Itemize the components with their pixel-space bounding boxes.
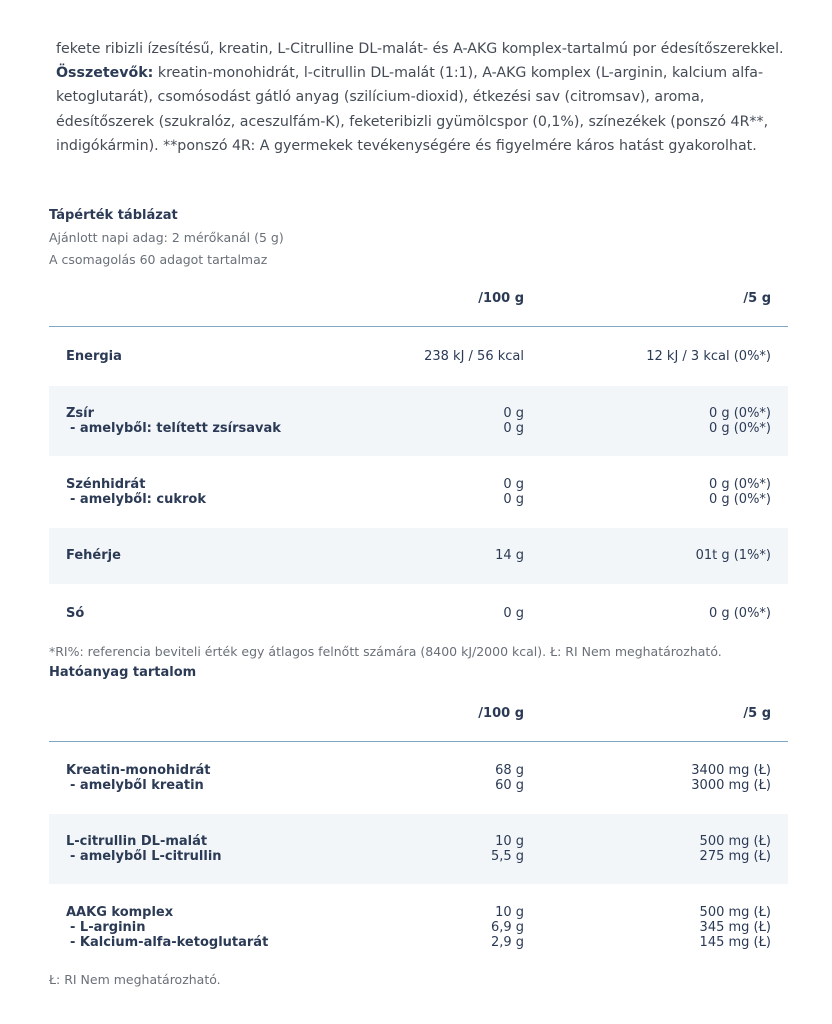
ingredients-text: kreatin-monohidrát, l-citrullin DL-malát (1:1), A-AKG komplex (L-arginin, kalcium alfa-ketoglutarát), csomósodást gátló anyag (szilícium-dioxid), étkezési sav (citromsav), aroma, édesítőszerek (szukralóz, aceszulfám-K), feketeribizli gyümölcspor (0,1%), színezékek (ponszó 4R**, indigókármin). **ponszó 4R: A gyermekek tevékenységére és figyelmére káros hatást gyakorolhat. [56, 65, 769, 154]
value-main: 0 g (0%*) [708, 477, 771, 492]
nutrition-row-fat [49, 386, 788, 456]
row-label-sub: - amelyből kreatin [70, 778, 204, 793]
nutrition-title: Tápérték táblázat [49, 208, 178, 223]
active-row-citrulline [49, 814, 788, 884]
row-value-serving [700, 834, 771, 864]
row-label [66, 763, 210, 793]
value-main: 3400 mg (Ł) [691, 763, 771, 778]
nutrition-row-protein [49, 528, 788, 584]
nutrition-row-energy [49, 328, 788, 384]
value-sub: 6,9 g [490, 920, 524, 935]
value-main: 500 mg (Ł) [699, 905, 771, 920]
row-label-main: Szénhidrát [66, 477, 146, 492]
row-label: Só [66, 606, 85, 621]
value-sub: 145 mg (Ł) [699, 935, 771, 950]
row-label-sub: - Kalcium-alfa-ketoglutarát [70, 935, 269, 950]
row-value-100g: 238 kJ / 56 kcal [424, 349, 524, 364]
serving-size: Ajánlott napi adag: 2 mérőkanál (5 g) [49, 230, 284, 245]
row-label [66, 905, 268, 950]
row-value-serving [691, 763, 771, 793]
row-value-serving: 0 g (0%*) [708, 606, 771, 621]
nutrition-header-divider [49, 326, 788, 327]
row-label [66, 834, 222, 864]
row-label-main: Zsír [66, 406, 95, 421]
nutrition-col-100g: /100 g [478, 291, 524, 306]
row-value-serving [700, 905, 771, 950]
value-sub: 5,5 g [490, 849, 524, 864]
active-col-100g: /100 g [478, 706, 524, 721]
value-sub: 60 g [495, 778, 524, 793]
row-label: Energia [66, 349, 122, 364]
value-sub: 275 mg (Ł) [699, 849, 771, 864]
active-header-divider [49, 741, 788, 742]
active-col-serving: /5 g [743, 706, 771, 721]
value-main: 10 g [495, 834, 524, 849]
row-value-100g: 0 g [503, 606, 524, 621]
row-label [66, 477, 206, 507]
row-label [66, 406, 281, 436]
value-sub: 0 g [503, 421, 524, 436]
row-value-100g [491, 834, 524, 864]
row-value-serving: 01t g (1%*) [695, 548, 771, 563]
row-label: Fehérje [66, 548, 121, 563]
nutrition-col-serving: /5 g [743, 291, 771, 306]
active-row-aakg [49, 885, 788, 960]
ri-footnote: *RI%: referencia beviteli érték egy átlagos felnőtt számára (8400 kJ/2000 kcal). Ł: RI Nem meghatározható. [49, 644, 722, 659]
row-value-100g [503, 406, 524, 436]
active-row-creatine [49, 743, 788, 813]
row-label-sub: - amelyből L-citrullin [70, 849, 222, 864]
nutrition-row-salt [49, 585, 788, 640]
row-label-main: Kreatin-monohidrát [66, 763, 211, 778]
value-sub: 0 g (0%*) [708, 492, 771, 507]
ingredients-label: Összetevők: [56, 65, 154, 82]
value-sub: 345 mg (Ł) [699, 920, 771, 935]
row-value-100g: 14 g [495, 548, 524, 563]
value-main: 0 g (0%*) [708, 406, 771, 421]
value-main: 68 g [495, 763, 524, 778]
row-value-100g [495, 763, 524, 793]
value-main: 10 g [495, 905, 524, 920]
product-description [56, 37, 796, 158]
row-value-100g [503, 477, 524, 507]
value-sub: 0 g (0%*) [708, 421, 771, 436]
ri-note: Ł: RI Nem meghatározható. [49, 972, 221, 987]
value-sub: 0 g [503, 492, 524, 507]
servings-per-pack: A csomagolás 60 adagot tartalmaz [49, 252, 268, 267]
row-value-serving: 12 kJ / 3 kcal (0%*) [646, 349, 771, 364]
value-sub: 2,9 g [490, 935, 524, 950]
value-main: 500 mg (Ł) [699, 834, 771, 849]
row-label-sub: - amelyből: cukrok [70, 492, 206, 507]
row-value-serving [709, 406, 771, 436]
description-text: fekete ribizli ízesítésű, kreatin, L-Citrulline DL-malát- és A-AKG komplex-tartalmú por édesítőszerekkel. [56, 41, 784, 57]
row-value-serving [709, 477, 771, 507]
row-label-main: AAKG komplex [66, 905, 174, 920]
value-main: 0 g [503, 477, 524, 492]
nutrition-row-carbs [49, 457, 788, 527]
row-value-100g [491, 905, 524, 950]
value-sub: 3000 mg (Ł) [691, 778, 771, 793]
row-label-main: L-citrullin DL-malát [66, 834, 208, 849]
value-main: 0 g [503, 406, 524, 421]
active-ingredients-title: Hatóanyag tartalom [49, 665, 197, 680]
row-label-sub: - amelyből: telített zsírsavak [70, 421, 281, 436]
row-label-sub: - L-arginin [70, 920, 146, 935]
